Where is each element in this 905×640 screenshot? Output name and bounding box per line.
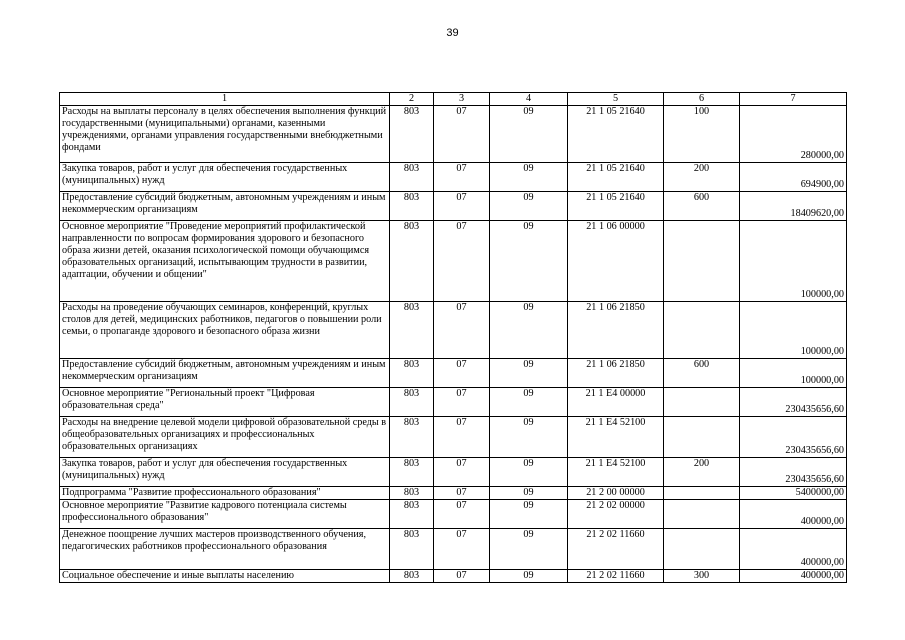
table-row (60, 458, 847, 487)
table-row (60, 500, 847, 529)
row-subsection: 09 (490, 500, 568, 529)
row-section: 07 (434, 192, 490, 221)
row-target-article: 21 1 E4 00000 (568, 388, 664, 417)
column-header: 3 (434, 93, 490, 106)
row-target-article: 21 1 06 21850 (568, 302, 664, 359)
row-ministry-code: 803 (390, 163, 434, 192)
row-description: Основное мероприятие "Развитие кадрового потенциала системы профессионального образования" (60, 500, 390, 529)
table-row (60, 487, 847, 500)
row-amount: 400000,00 (740, 529, 847, 570)
row-expense-type (664, 302, 740, 359)
row-ministry-code: 803 (390, 417, 434, 458)
row-target-article: 21 1 E4 52100 (568, 417, 664, 458)
row-expense-type: 600 (664, 192, 740, 221)
row-subsection: 09 (490, 163, 568, 192)
row-expense-type (664, 388, 740, 417)
row-section: 07 (434, 529, 490, 570)
row-description: Закупка товаров, работ и услуг для обеспечения государственных (муниципальных) нужд (60, 163, 390, 192)
row-section: 07 (434, 163, 490, 192)
row-target-article: 21 1 06 21850 (568, 359, 664, 388)
row-target-article: 21 1 06 00000 (568, 221, 664, 302)
row-section: 07 (434, 500, 490, 529)
row-ministry-code: 803 (390, 458, 434, 487)
table-row (60, 302, 847, 359)
row-amount: 230435656,60 (740, 417, 847, 458)
row-target-article: 21 1 05 21640 (568, 192, 664, 221)
table-row (60, 359, 847, 388)
table-row (60, 388, 847, 417)
row-subsection: 09 (490, 458, 568, 487)
row-expense-type: 200 (664, 458, 740, 487)
row-section: 07 (434, 221, 490, 302)
row-expense-type (664, 221, 740, 302)
row-target-article: 21 1 E4 52100 (568, 458, 664, 487)
row-description: Денежное поощрение лучших мастеров производственного обучения, педагогических работников профессионального образования (60, 529, 390, 570)
column-header: 1 (60, 93, 390, 106)
row-description: Основное мероприятие "Проведение мероприятий профилактической направленности по вопросам формирования здорового и безопасного образа жизни детей, оказания психологической помощи обучающимся образовательных организаций, испытывающим трудности в развитии, адаптации, обучении и общении" (60, 221, 390, 302)
row-ministry-code: 803 (390, 570, 434, 583)
row-section: 07 (434, 388, 490, 417)
row-description: Подпрограмма "Развитие профессионального образования" (60, 487, 390, 500)
row-target-article: 21 1 05 21640 (568, 163, 664, 192)
budget-table (59, 92, 847, 583)
row-subsection: 09 (490, 221, 568, 302)
row-expense-type: 600 (664, 359, 740, 388)
table-row (60, 221, 847, 302)
column-header: 6 (664, 93, 740, 106)
row-ministry-code: 803 (390, 500, 434, 529)
row-section: 07 (434, 487, 490, 500)
row-amount: 400000,00 (740, 570, 847, 583)
row-expense-type: 200 (664, 163, 740, 192)
row-section: 07 (434, 458, 490, 487)
row-amount: 100000,00 (740, 359, 847, 388)
row-section: 07 (434, 302, 490, 359)
row-subsection: 09 (490, 570, 568, 583)
row-ministry-code: 803 (390, 487, 434, 500)
row-amount: 694900,00 (740, 163, 847, 192)
table-row (60, 417, 847, 458)
row-description: Расходы на внедрение целевой модели цифровой образовательной среды в общеобразовательных организациях и профессиональных образовательных организациях (60, 417, 390, 458)
row-expense-type (664, 500, 740, 529)
column-header: 2 (390, 93, 434, 106)
row-ministry-code: 803 (390, 221, 434, 302)
row-amount: 230435656,60 (740, 388, 847, 417)
row-amount: 100000,00 (740, 221, 847, 302)
row-amount: 18409620,00 (740, 192, 847, 221)
row-description: Закупка товаров, работ и услуг для обеспечения государственных (муниципальных) нужд (60, 458, 390, 487)
row-subsection: 09 (490, 529, 568, 570)
row-amount: 100000,00 (740, 302, 847, 359)
row-description: Основное мероприятие "Региональный проект "Цифровая образовательная среда" (60, 388, 390, 417)
row-target-article: 21 2 02 11660 (568, 529, 664, 570)
row-section: 07 (434, 106, 490, 163)
column-header: 7 (740, 93, 847, 106)
table-row (60, 106, 847, 163)
column-header: 4 (490, 93, 568, 106)
row-subsection: 09 (490, 417, 568, 458)
row-target-article: 21 1 05 21640 (568, 106, 664, 163)
row-description: Расходы на проведение обучающих семинаров, конференций, круглых столов для детей, медицинских работников, педагогов о повышении роли семьи, о пропаганде здорового и безопасного образа жизни (60, 302, 390, 359)
row-subsection: 09 (490, 487, 568, 500)
row-section: 07 (434, 359, 490, 388)
table-row (60, 163, 847, 192)
table-header-row (60, 93, 847, 106)
row-amount: 280000,00 (740, 106, 847, 163)
row-section: 07 (434, 570, 490, 583)
row-target-article: 21 2 02 00000 (568, 500, 664, 529)
row-expense-type (664, 487, 740, 500)
row-description: Предоставление субсидий бюджетным, автономным учреждениям и иным некоммерческим организациям (60, 192, 390, 221)
row-target-article: 21 2 00 00000 (568, 487, 664, 500)
row-amount: 5400000,00 (740, 487, 847, 500)
row-description: Социальное обеспечение и иные выплаты населению (60, 570, 390, 583)
row-subsection: 09 (490, 302, 568, 359)
row-expense-type (664, 529, 740, 570)
row-description: Предоставление субсидий бюджетным, автономным учреждениям и иным некоммерческим организациям (60, 359, 390, 388)
row-subsection: 09 (490, 192, 568, 221)
row-ministry-code: 803 (390, 529, 434, 570)
page-number: 39 (446, 27, 459, 39)
column-header: 5 (568, 93, 664, 106)
table-row (60, 529, 847, 570)
row-ministry-code: 803 (390, 388, 434, 417)
row-ministry-code: 803 (390, 359, 434, 388)
row-ministry-code: 803 (390, 106, 434, 163)
row-section: 07 (434, 417, 490, 458)
row-ministry-code: 803 (390, 302, 434, 359)
row-expense-type (664, 417, 740, 458)
row-target-article: 21 2 02 11660 (568, 570, 664, 583)
row-expense-type: 300 (664, 570, 740, 583)
table-row (60, 570, 847, 583)
row-subsection: 09 (490, 359, 568, 388)
row-amount: 400000,00 (740, 500, 847, 529)
row-amount: 230435656,60 (740, 458, 847, 487)
row-ministry-code: 803 (390, 192, 434, 221)
row-subsection: 09 (490, 388, 568, 417)
row-expense-type: 100 (664, 106, 740, 163)
row-subsection: 09 (490, 106, 568, 163)
table-row (60, 192, 847, 221)
row-description: Расходы на выплаты персоналу в целях обеспечения выполнения функций государственными (муниципальными) органами, казенными учреждениями, органами управления государственными внебюджетными фондами (60, 106, 390, 163)
